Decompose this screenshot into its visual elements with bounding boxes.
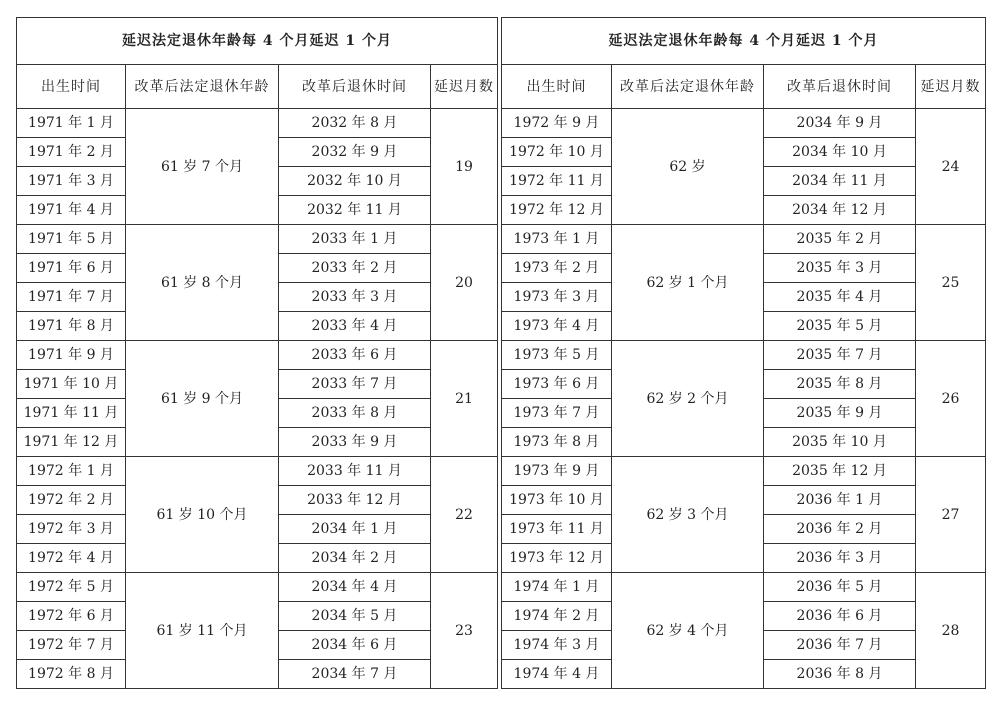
retirement-time-cell: 2032 年 11 月 [279,196,431,225]
birth-time-cell: 1971 年 11 月 [17,399,126,428]
retirement-age-cell: 61 岁 9 个月 [126,341,279,457]
table-title: 延迟法定退休年龄每 4 个月延迟 1 个月 [17,18,498,65]
retirement-time-cell: 2035 年 10 月 [764,428,916,457]
retirement-time-cell: 2036 年 5 月 [764,573,916,602]
birth-time-cell: 1973 年 4 月 [502,312,612,341]
delay-months-cell: 24 [916,109,986,225]
retirement-table-right [501,17,986,689]
retirement-age-cell: 62 岁 2 个月 [612,341,764,457]
header-delay-months: 延迟月数 [916,65,986,109]
retirement-time-cell: 2035 年 7 月 [764,341,916,370]
retirement-time-cell: 2035 年 8 月 [764,370,916,399]
table-row [502,225,986,254]
retirement-time-cell: 2035 年 2 月 [764,225,916,254]
birth-time-cell: 1971 年 4 月 [17,196,126,225]
retirement-time-cell: 2036 年 8 月 [764,660,916,689]
birth-time-cell: 1973 年 3 月 [502,283,612,312]
delay-months-cell: 20 [431,225,498,341]
birth-time-cell: 1971 年 8 月 [17,312,126,341]
retirement-time-cell: 2033 年 12 月 [279,486,431,515]
birth-time-cell: 1974 年 1 月 [502,573,612,602]
retirement-age-cell: 62 岁 3 个月 [612,457,764,573]
table-row [17,341,498,370]
birth-time-cell: 1971 年 3 月 [17,167,126,196]
table-row [502,109,986,138]
birth-time-cell: 1973 年 6 月 [502,370,612,399]
retirement-time-cell: 2036 年 3 月 [764,544,916,573]
birth-time-cell: 1973 年 9 月 [502,457,612,486]
birth-time-cell: 1973 年 1 月 [502,225,612,254]
header-retirement-time: 改革后退休时间 [764,65,916,109]
retirement-time-cell: 2034 年 1 月 [279,515,431,544]
header-delay-months: 延迟月数 [431,65,498,109]
retirement-time-cell: 2033 年 7 月 [279,370,431,399]
retirement-age-cell: 61 岁 7 个月 [126,109,279,225]
header-birth-time: 出生时间 [502,65,612,109]
retirement-time-cell: 2036 年 1 月 [764,486,916,515]
retirement-time-cell: 2035 年 9 月 [764,399,916,428]
table-row [17,109,498,138]
birth-time-cell: 1972 年 4 月 [17,544,126,573]
retirement-age-cell: 61 岁 11 个月 [126,573,279,689]
retirement-time-cell: 2033 年 6 月 [279,341,431,370]
birth-time-cell: 1971 年 12 月 [17,428,126,457]
retirement-time-cell: 2034 年 6 月 [279,631,431,660]
delay-months-cell: 28 [916,573,986,689]
retirement-time-cell: 2033 年 9 月 [279,428,431,457]
table-title-row [17,18,498,65]
retirement-time-cell: 2033 年 11 月 [279,457,431,486]
birth-time-cell: 1972 年 1 月 [17,457,126,486]
birth-time-cell: 1971 年 9 月 [17,341,126,370]
birth-time-cell: 1973 年 7 月 [502,399,612,428]
birth-time-cell: 1973 年 8 月 [502,428,612,457]
retirement-time-cell: 2032 年 8 月 [279,109,431,138]
retirement-time-cell: 2035 年 12 月 [764,457,916,486]
delay-months-cell: 22 [431,457,498,573]
table-row [17,457,498,486]
retirement-time-cell: 2035 年 5 月 [764,312,916,341]
retirement-age-cell: 61 岁 8 个月 [126,225,279,341]
retirement-age-cell: 61 岁 10 个月 [126,457,279,573]
delay-months-cell: 27 [916,457,986,573]
table-row [502,341,986,370]
delay-months-cell: 26 [916,341,986,457]
retirement-time-cell: 2033 年 8 月 [279,399,431,428]
birth-time-cell: 1973 年 10 月 [502,486,612,515]
table-row [502,457,986,486]
birth-time-cell: 1972 年 3 月 [17,515,126,544]
header-birth-time: 出生时间 [17,65,126,109]
birth-time-cell: 1972 年 9 月 [502,109,612,138]
birth-time-cell: 1971 年 2 月 [17,138,126,167]
table-title-row [502,18,986,65]
retirement-time-cell: 2034 年 9 月 [764,109,916,138]
retirement-time-cell: 2034 年 7 月 [279,660,431,689]
retirement-time-cell: 2034 年 10 月 [764,138,916,167]
retirement-time-cell: 2034 年 11 月 [764,167,916,196]
birth-time-cell: 1972 年 7 月 [17,631,126,660]
birth-time-cell: 1972 年 5 月 [17,573,126,602]
retirement-time-cell: 2033 年 2 月 [279,254,431,283]
delay-months-cell: 23 [431,573,498,689]
retirement-time-cell: 2034 年 5 月 [279,602,431,631]
header-retirement-age: 改革后法定退休年龄 [612,65,764,109]
retirement-time-cell: 2036 年 6 月 [764,602,916,631]
birth-time-cell: 1972 年 8 月 [17,660,126,689]
retirement-time-cell: 2032 年 10 月 [279,167,431,196]
retirement-time-cell: 2034 年 12 月 [764,196,916,225]
birth-time-cell: 1974 年 3 月 [502,631,612,660]
retirement-age-cell: 62 岁 4 个月 [612,573,764,689]
birth-time-cell: 1972 年 2 月 [17,486,126,515]
birth-time-cell: 1973 年 2 月 [502,254,612,283]
birth-time-cell: 1973 年 5 月 [502,341,612,370]
birth-time-cell: 1971 年 5 月 [17,225,126,254]
birth-time-cell: 1972 年 12 月 [502,196,612,225]
retirement-time-cell: 2035 年 4 月 [764,283,916,312]
table-header-row [502,65,986,109]
birth-time-cell: 1971 年 6 月 [17,254,126,283]
retirement-time-cell: 2036 年 2 月 [764,515,916,544]
birth-time-cell: 1973 年 11 月 [502,515,612,544]
retirement-time-cell: 2033 年 1 月 [279,225,431,254]
retirement-age-cell: 62 岁 [612,109,764,225]
delay-months-cell: 21 [431,341,498,457]
table-header-row [17,65,498,109]
birth-time-cell: 1971 年 1 月 [17,109,126,138]
retirement-time-cell: 2034 年 4 月 [279,573,431,602]
retirement-time-cell: 2034 年 2 月 [279,544,431,573]
retirement-age-cell: 62 岁 1 个月 [612,225,764,341]
table-row [17,225,498,254]
birth-time-cell: 1972 年 11 月 [502,167,612,196]
retirement-time-cell: 2033 年 3 月 [279,283,431,312]
table-row [17,573,498,602]
birth-time-cell: 1971 年 7 月 [17,283,126,312]
header-retirement-time: 改革后退休时间 [279,65,431,109]
delay-months-cell: 25 [916,225,986,341]
delay-months-cell: 19 [431,109,498,225]
retirement-time-cell: 2032 年 9 月 [279,138,431,167]
table-title: 延迟法定退休年龄每 4 个月延迟 1 个月 [502,18,986,65]
birth-time-cell: 1971 年 10 月 [17,370,126,399]
table-row [502,573,986,602]
birth-time-cell: 1974 年 4 月 [502,660,612,689]
birth-time-cell: 1972 年 6 月 [17,602,126,631]
birth-time-cell: 1973 年 12 月 [502,544,612,573]
retirement-table-left [16,17,498,689]
retirement-time-cell: 2035 年 3 月 [764,254,916,283]
birth-time-cell: 1972 年 10 月 [502,138,612,167]
retirement-time-cell: 2033 年 4 月 [279,312,431,341]
retirement-time-cell: 2036 年 7 月 [764,631,916,660]
birth-time-cell: 1974 年 2 月 [502,602,612,631]
header-retirement-age: 改革后法定退休年龄 [126,65,279,109]
